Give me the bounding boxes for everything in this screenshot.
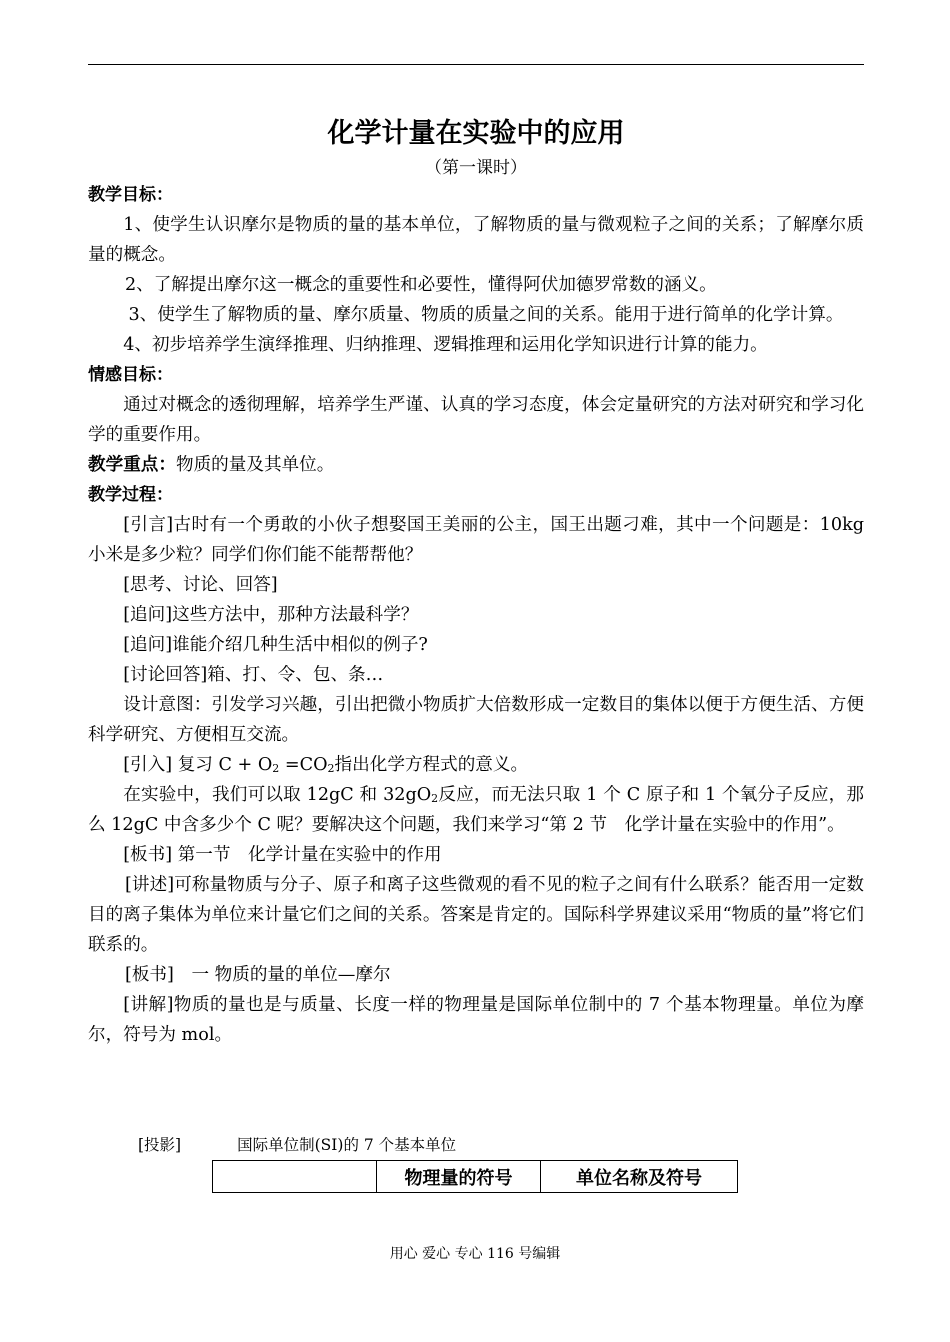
document-title: 化学计量在实验中的应用 [327,118,625,149]
process-step: [讲解]物质的量也是与质量、长度一样的物理量是国际单位制中的 7 个基本物理量。单位为摩尔，符号为 mol。 [88,995,864,1045]
objective-item: 3、使学生了解物质的量、摩尔质量、物质的质量之间的关系。能用于进行简单的化学计算。 [128,305,844,325]
process-step: [板书] 第一节 化学计量在实验中的作用 [123,845,442,865]
process-step: [板书] 一 物质的量的单位—摩尔 [124,965,391,985]
projection-label: [投影] [138,1136,182,1154]
review-equation [88,750,864,780]
affective-heading: 情感目标： [88,365,173,385]
experiment-part2: 反应，而无法只取 1 个 C 原子和 1 个氧分子反应，那么 12gC 中含多少个 C 呢？要解决这个问题，我们来学习“第 2 节 化学计量在实验中的作用”。 [88,785,864,835]
objective-item: 1、使学生认识摩尔是物质的量的基本单位，了解物质的量与微观粒子之间的关系；了解摩尔质量的概念。 [88,215,864,265]
process-step: [讨论回答]箱、打、令、包、条… [123,665,384,685]
process-step: [追问]这些方法中，那种方法最科学？ [123,605,419,625]
page-footer: 用心 爱心 专心 116 号编辑 [389,1246,561,1262]
process-step: [思考、讨论、回答] [123,575,278,595]
objective-item: 4、初步培养学生演绎推理、归纳推理、逻辑推理和运用化学知识进行计算的能力。 [123,335,768,355]
subscript: 2 [272,762,280,775]
experiment-paragraph [88,780,864,840]
projection-caption: 国际单位制(SI)的 7 个基本单位 [237,1136,457,1154]
keypoint-paragraph [88,450,864,480]
process-step: 设计意图：引发学习兴趣，引出把微小物质扩大倍数形成一定数目的集体以便于方便生活、方便科学研究、方便相互交流。 [88,695,864,745]
objectives-heading: 教学目标： [88,185,173,205]
document-subtitle: （第一课时） [425,158,527,178]
process-heading: 教学过程： [88,485,173,505]
table-header-cell: 单位名称及符号 [541,1161,738,1193]
process-step: [引言]古时有一个勇敢的小伙子想娶国王美丽的公主，国王出题刁难，其中一个问题是：10kg 小米是多少粒？同学们你们能不能帮帮他？ [88,515,864,565]
projection-line [138,1133,738,1157]
keypoint-heading: 教学重点： [88,455,176,475]
affective-text: 通过对概念的透彻理解，培养学生严谨、认真的学习态度，体会定量研究的方法对研究和学习化学的重要作用。 [88,395,864,445]
review-suffix: 指出化学方程式的意义。 [334,755,529,775]
review-prefix: [引入] 复习 C + O [123,755,273,775]
subscript: 2 [327,762,335,775]
table-header-cell: 物理量的符号 [377,1161,541,1193]
subscript: 2 [431,792,439,805]
process-step: [追问]谁能介绍几种生活中相似的例子? [123,635,428,655]
keypoint-text: 物质的量及其单位。 [175,455,335,475]
si-units-table [212,1160,738,1193]
table-header-cell [213,1161,377,1193]
process-step: [讲述]可称量物质与分子、原子和离子这些微观的看不见的粒子之间有什么联系？能否用一定数目的离子集体为单位来计量它们之间的关系。答案是肯定的。国际科学界建议采用“物质的量”将它们联系的。 [88,875,864,955]
table-header-row [213,1161,738,1193]
experiment-part1: 在实验中，我们可以取 12gC 和 32gO [123,785,432,805]
review-middle: =CO [279,755,328,775]
document-body [88,180,864,1050]
header-rule [88,64,864,65]
objective-item: 2、了解提出摩尔这一概念的重要性和必要性，懂得阿伏加德罗常数的涵义。 [124,275,717,295]
